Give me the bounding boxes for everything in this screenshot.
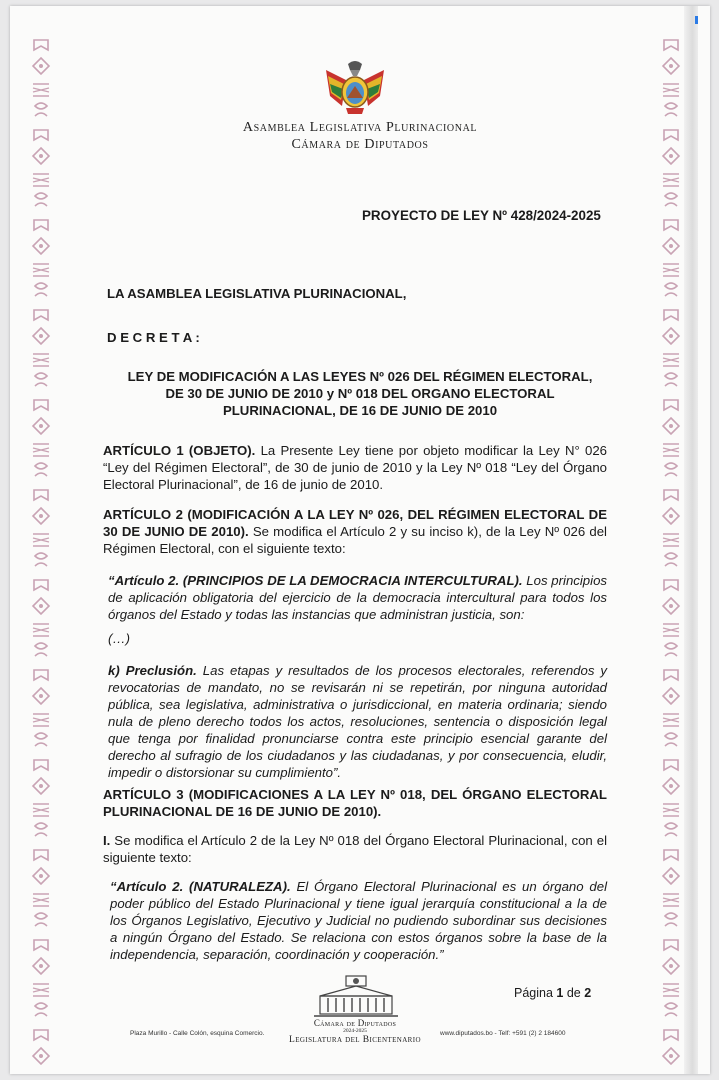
clause-k <box>108 662 607 781</box>
quote-article-2-text: Los principios de aplicación obligatoria del ejercicio de la democracia intercultural para todos los órganos del Estado y todas las instancias que administran justicia, son: <box>108 573 608 622</box>
chamber-name: Cámara de Diputados <box>291 137 429 152</box>
article-3-heading: ARTÍCULO 3 (MODIFICACIONES A LA LEY Nº 018, DEL ÓRGANO ELECTORAL PLURINACIONAL DE 16 DE JUNIO DE 2010). <box>103 787 607 819</box>
article-1-heading: ARTÍCULO 1 (OBJETO). <box>103 443 256 458</box>
article-2-heading: ARTÍCULO 2 (MODIFICACIÓN A LA LEY Nº 026, DEL RÉGIMEN ELECTORAL DE 30 DE JUNIO DE 2010). <box>103 507 607 539</box>
footer-contact: www.diputados.bo - Telf: +591 (2) 2 184600 <box>440 1030 566 1037</box>
section-i <box>103 832 607 866</box>
legislative-palace-icon <box>306 974 406 1018</box>
institution-name: Asamblea Legislativa Plurinacional <box>242 120 478 135</box>
quote-article-2-naturaleza <box>110 878 607 963</box>
page-edge <box>684 6 698 1074</box>
footer-chamber: Cámara de Diputados <box>313 1018 397 1028</box>
clause-k-heading: k) Preclusión. <box>108 663 197 678</box>
page-number <box>514 985 591 1002</box>
ellipsis: (…) <box>108 631 130 646</box>
scan-mark <box>695 16 698 24</box>
decreta-heading: D E C R E T A : <box>107 330 200 345</box>
section-i-heading: I. <box>103 833 111 848</box>
article-2 <box>103 506 607 557</box>
decorative-border-left <box>30 36 52 1066</box>
article-1-text: La Presente Ley tiene por objeto modificar la Ley N° 026 “Ley del Régimen Electoral”, de 30 de junio de 2010 y la Ley Nº 018 “Ley del Órgano Electoral Plurinacional”, de 16 de junio de 2010. <box>103 443 607 492</box>
page-of: de <box>563 986 585 1000</box>
law-title-line: PLURINACIONAL, DE 16 DE JUNIO DE 2010 <box>222 403 498 418</box>
footer-address: Plaza Murillo - Calle Colón, esquina Comercio. <box>130 1030 265 1037</box>
footer-years: 2024-2025 <box>343 1028 367 1034</box>
quote-article-2-heading: “Artículo 2. (PRINCIPIOS DE LA DEMOCRACIA INTERCULTURAL). <box>108 573 523 588</box>
decorative-border-right <box>660 36 682 1066</box>
clause-k-text: Las etapas y resultados de los procesos electorales, referendos y revocatorias de mandato, no se revisarán ni se repetirán, por ninguna autoridad pública, sea legislativa, administrativa o jurisdiccional, en materia ordinaria; siendo nula de pleno derecho todos los actos, resoluciones, sentencia o disposición legal que tenga por finalidad pronunciarse contra este principio esencial garante del derecho al sufragio de los ciudadanos y las ciudadanas, y por consecuencia, eludir, impedir o distorsionar su cumplimiento”. <box>108 663 607 780</box>
quote-article-2 <box>108 572 607 623</box>
page-label: Página <box>514 986 557 1000</box>
law-title-line: DE 30 DE JUNIO DE 2010 y Nº 018 DEL ORGANO ELECTORAL <box>165 386 555 401</box>
page-total: 2 <box>584 986 592 1000</box>
page-current: 1 <box>556 986 564 1000</box>
assembly-heading: LA ASAMBLEA LEGISLATIVA PLURINACIONAL, <box>107 286 407 301</box>
article-2-text: Se modifica el Artículo 2 y su inciso k), de la Ley Nº 026 del Régimen Electoral, con el siguiente texto: <box>103 524 607 556</box>
project-number: PROYECTO DE LEY Nº 428/2024-2025 <box>362 208 601 223</box>
document-page <box>10 6 710 1074</box>
bolivia-coat-of-arms-icon <box>320 56 390 118</box>
law-title-line: LEY DE MODIFICACIÓN A LAS LEYES Nº 026 DEL RÉGIMEN ELECTORAL, <box>127 369 593 384</box>
section-i-text: Se modifica el Artículo 2 de la Ley Nº 018 del Órgano Electoral Plurinacional, con el siguiente texto: <box>103 833 607 865</box>
quote-naturaleza-text: El Órgano Electoral Plurinacional es un órgano del poder público del Estado Plurinacional y tiene igual jerarquía constitucional a la de los Órganos Legislativo, Ejecutivo y Judicial no pudiendo subordinar sus decisiones a ningún Órgano del Estado. Se relaciona con estos órganos sobre la base de la independencia, separación, coordinación y cooperación.” <box>110 879 607 962</box>
article-1 <box>103 442 607 493</box>
law-title <box>100 368 620 419</box>
quote-naturaleza-heading: “Artículo 2. (NATURALEZA). <box>110 879 291 894</box>
footer-legislature: Legislatura del Bicentenario <box>289 1035 421 1045</box>
